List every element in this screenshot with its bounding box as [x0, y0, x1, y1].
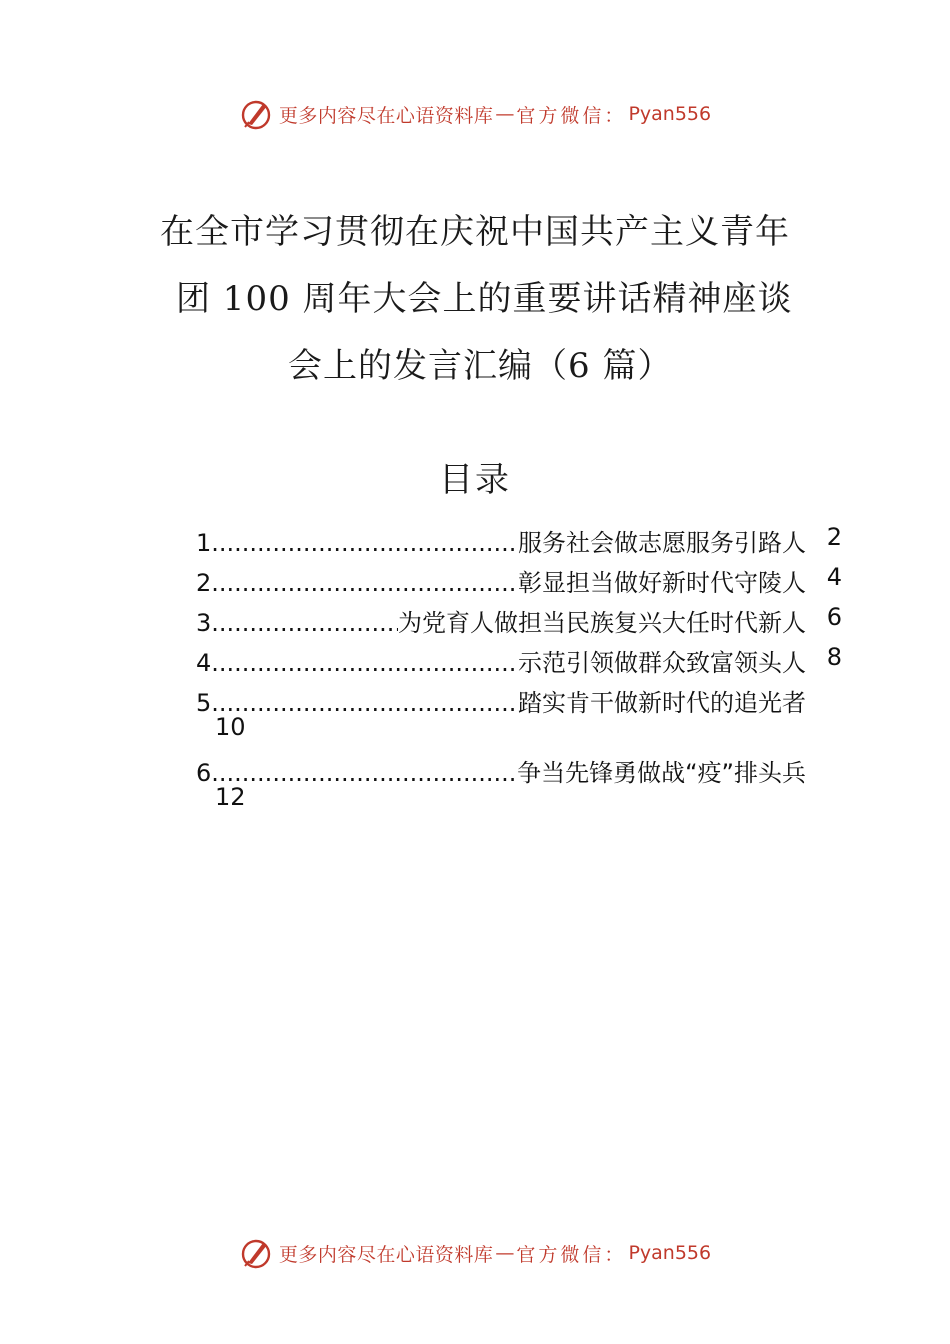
toc-entry-title: 彰显担当做好新时代守陵人: [518, 569, 806, 597]
document-title-line-3: 会上的发言汇编（6 篇）: [288, 346, 673, 386]
toc-entry[interactable]: [196, 643, 842, 675]
toc-leader-dots: [211, 649, 518, 677]
toc-entry-title: 为党育人做担当民族复兴大任时代新人: [398, 609, 806, 637]
toc-entry-page: 12: [215, 783, 246, 811]
watermark-text: 更多内容尽在心语资料库: [278, 1243, 494, 1266]
toc-leader-dots: [211, 759, 517, 787]
watermark-wechat-id: Pyan556: [628, 103, 712, 125]
toc-entry-number: 5: [196, 689, 212, 717]
toc-entry-page: 6: [826, 603, 842, 631]
toc-leader-dots: [211, 569, 518, 597]
toc-entry-page: 10: [215, 713, 246, 741]
toc-entry-title: 踏实肯干做新时代的追光者: [518, 689, 806, 717]
toc-entry[interactable]: [196, 563, 842, 595]
toc-entry-number: 3: [196, 609, 212, 637]
toc-entry-number: 6: [196, 759, 212, 787]
watermark-separator: —: [495, 103, 515, 125]
toc-leader-dots: [211, 609, 398, 637]
quill-pen-logo-icon: [239, 97, 273, 131]
document-title-line-2: 团 100 周年大会上的重要讲话精神座谈: [176, 279, 793, 319]
toc-entry[interactable]: [196, 523, 842, 555]
toc-entry-page: 2: [826, 523, 842, 551]
quill-pen-logo-icon: [239, 1236, 273, 1270]
footer-watermark: [0, 1233, 950, 1273]
toc-entry[interactable]: [196, 603, 842, 635]
watermark-text: 更多内容尽在心语资料库: [278, 104, 494, 127]
toc-entry-page: 4: [826, 563, 842, 591]
toc-entry-title: 示范引领做群众致富领头人: [518, 649, 806, 677]
toc-leader-dots: [211, 529, 518, 557]
toc-entry[interactable]: [196, 683, 842, 741]
toc-heading: 目录: [439, 460, 511, 500]
toc-entry-title: 服务社会做志愿服务引路人: [518, 529, 806, 557]
watermark-wechat-id: Pyan556: [628, 1242, 712, 1264]
document-title-line-1: 在全市学习贯彻在庆祝中国共产主义青年: [160, 212, 790, 252]
header-watermark: [0, 94, 950, 134]
toc-entry-number: 2: [196, 569, 212, 597]
toc-entry[interactable]: [196, 753, 842, 811]
toc-entry-number: 1: [196, 529, 212, 557]
watermark-wechat-label: 官方微信：: [516, 104, 627, 127]
watermark-wechat-label: 官方微信：: [516, 1243, 627, 1266]
toc-entry-title: 争当先锋勇做战“疫”排头兵: [517, 759, 806, 787]
toc-entry-number: 4: [196, 649, 212, 677]
toc-entry-page: 8: [826, 643, 842, 671]
toc-leader-dots: [211, 689, 518, 717]
watermark-separator: —: [495, 1242, 515, 1264]
